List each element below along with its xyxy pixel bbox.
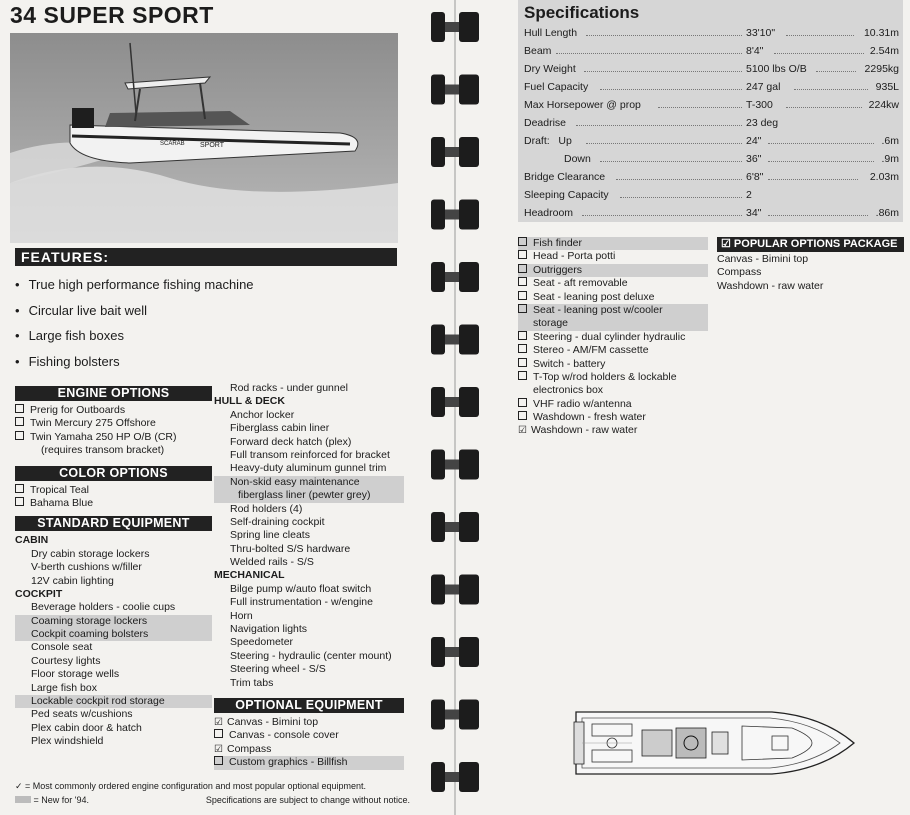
checkbox-icon [518,304,527,313]
equipment-item-new: Non-skid easy maintenance [214,476,404,489]
equipment-item: Full transom reinforced for bracket [230,448,390,461]
equipment-item: Large fish box [31,681,97,694]
boat-photo [10,33,398,243]
option-item: Head - Porta potti [518,250,708,263]
equipment-item: Beverage holders - coolie cups [31,601,176,614]
equipment-item: Rod racks - under gunnel [230,382,348,394]
check-icon: ☑ [214,716,223,728]
middle-options-column [214,382,404,770]
equipment-item: Spring line cleats [230,529,310,542]
optional-equipment-heading: OPTIONAL EQUIPMENT [214,698,404,713]
feature-item: • Fishing bolsters [15,349,395,375]
option-item-new: Fish finder [518,237,708,250]
left-options-column [15,384,212,749]
feature-item: • Circular live bait well [15,298,395,324]
checkbox-icon [15,404,24,413]
spec-row: Down 36" .9m [564,153,899,165]
checkbox-icon [15,497,24,506]
popular-option-item: Compass [717,266,762,279]
footnote-disclaimer: Specifications are subject to change without notice. [205,795,410,805]
option-item: Washdown - fresh water [518,411,708,424]
equipment-item: Plex cabin door & hatch [31,721,142,734]
check-icon: ☑ [214,743,223,755]
equipment-item: Courtesy lights [31,654,101,667]
option-item: T-Top w/rod holders & lockable [518,371,708,384]
equipment-item: Floor storage wells [31,668,120,681]
checkbox-icon [518,398,527,407]
checkbox-icon [15,431,24,440]
cockpit-heading: COCKPIT [15,587,63,600]
color-option: Tropical Teal [15,484,212,497]
spec-row: Bridge Clearance 6'8" 2.03m [524,171,899,183]
optional-item: ☑ Compass [214,742,272,755]
features-list [15,272,395,374]
equipment-item: 12V cabin lighting [31,574,114,587]
checkbox-icon: ☑ [721,238,734,250]
hull-deck-heading: HULL & DECK [214,395,285,408]
checkbox-icon [15,417,24,426]
checkmark-icon: ✓ [15,781,26,791]
equipment-item: Ped seats w/cushions [31,708,133,721]
spec-row: Sleeping Capacity 2 [524,189,752,201]
popular-option-item: Canvas - Bimini top [717,253,809,265]
checkbox-icon [518,277,527,286]
popular-options-heading: ☑ POPULAR OPTIONS PACKAGE [717,237,904,252]
equipment-item-new: Coaming storage lockers [15,615,212,628]
cabin-heading: CABIN [15,534,49,547]
equipment-item: Horn [230,609,253,622]
color-options-heading: COLOR OPTIONS [15,466,212,481]
equipment-item: Anchor locker [230,408,295,421]
option-item: Steering - dual cylinder hydraulic [518,331,708,344]
equipment-item: Welded rails - S/S [230,556,314,569]
engine-option: Prerig for Outboards [15,404,212,417]
new-swatch-icon [15,796,31,803]
checkbox-icon [518,264,527,273]
equipment-item: Navigation lights [230,623,308,636]
optional-item: Canvas - console cover [214,729,404,742]
checkbox-icon [214,756,223,765]
feature-item: • True high performance fishing machine [15,272,395,298]
equipment-item: Dry cabin storage lockers [31,547,150,560]
checkbox-icon [518,411,527,420]
spec-row: Dry Weight 5100 lbs O/B 2295kg [524,63,899,75]
checkbox-icon [518,291,527,300]
equipment-item-new: fiberglass liner (pewter grey) [214,489,404,502]
standard-equipment-heading: STANDARD EQUIPMENT [15,516,212,531]
deck-layout-diagram [572,706,857,781]
spiral-binding [420,0,500,815]
equipment-item: Console seat [31,641,93,654]
option-item: VHF radio w/antenna [518,398,708,411]
option-item: Switch - battery [518,358,708,371]
engine-option: Twin Mercury 275 Offshore [15,417,212,430]
popular-option-item: Washdown - raw water [717,279,824,292]
equipment-item: Self-draining cockpit [230,515,325,528]
engine-option-note: (requires transom bracket) [41,444,165,457]
footnote [15,781,410,807]
mechanical-heading: MECHANICAL [214,569,285,582]
equipment-item: Speedometer [230,636,294,649]
spec-row: Beam 8'4" 2.54m [524,45,899,57]
option-item: ☑ Washdown - raw water [518,424,638,437]
checkbox-icon [518,371,527,380]
option-item-new: Outriggers [518,264,708,277]
option-item: electronics box [533,384,604,397]
checkbox-icon [15,484,24,493]
checkbox-icon [518,331,527,340]
checkbox-icon [214,729,223,738]
equipment-item: Fiberglass cabin liner [230,422,330,435]
additional-options-list [518,237,708,438]
spec-row: Deadrise 23 deg [524,117,779,129]
optional-item-new: Custom graphics - Billfish [214,756,404,769]
spec-row: Max Horsepower @ prop T-300 224kw [524,99,899,111]
equipment-item: V-berth cushions w/filler [31,561,142,574]
optional-item: ☑ Canvas - Bimini top [214,715,319,728]
option-item: Stereo - AM/FM cassette [518,344,708,357]
option-item: Seat - leaning post deluxe [518,291,708,304]
footnote-most-common: = Most commonly ordered engine configuration and most popular optional equipment. [25,781,367,791]
features-heading: FEATURES: [15,248,397,266]
engine-option: Twin Yamaha 250 HP O/B (CR) [15,431,212,444]
checkbox-icon [518,344,527,353]
footnote-new: = New for '94. [33,795,90,805]
popular-options-list [717,253,823,293]
checkbox-icon [518,250,527,259]
equipment-item: Forward deck hatch (plex) [230,435,352,448]
equipment-item: Full instrumentation - w/engine [230,596,373,609]
option-item-new: storage [518,317,708,330]
hull-logo-text: SCARAB [160,141,185,147]
feature-item: • Large fish boxes [15,323,395,349]
equipment-item: Steering - hydraulic (center mount) [230,649,392,662]
check-icon: ☑ [518,425,527,437]
hull-model-text: SPORT [200,142,224,149]
equipment-item: Bilge pump w/auto float switch [230,582,372,595]
specifications-heading: Specifications [524,3,640,22]
equipment-item: Steering wheel - S/S [230,663,326,676]
spec-row: Hull Length 33'10" 10.31m [524,27,899,39]
equipment-item-new: Lockable cockpit rod storage [15,695,212,708]
spec-row: Headroom 34" .86m [524,207,899,219]
equipment-item: Trim tabs [230,676,274,689]
engine-options-heading: ENGINE OPTIONS [15,386,212,401]
spec-row: Fuel Capacity 247 gal 935L [524,81,899,93]
equipment-item-new: Cockpit coaming bolsters [15,628,212,641]
equipment-item: Rod holders (4) [230,502,303,515]
color-option: Bahama Blue [15,497,212,510]
checkbox-icon [518,237,527,246]
equipment-item: Heavy-duty aluminum gunnel trim [230,462,387,475]
equipment-item: Thru-bolted S/S hardware [230,542,351,555]
equipment-item: Plex windshield [31,735,104,748]
spec-row: Draft: Up 24" .6m [524,135,899,147]
option-item: Seat - aft removable [518,277,708,290]
checkbox-icon [518,358,527,367]
page-title: 34 SUPER SPORT [10,2,214,28]
option-item-new: Seat - leaning post w/cooler [518,304,708,317]
boat-photo-image [10,33,398,243]
